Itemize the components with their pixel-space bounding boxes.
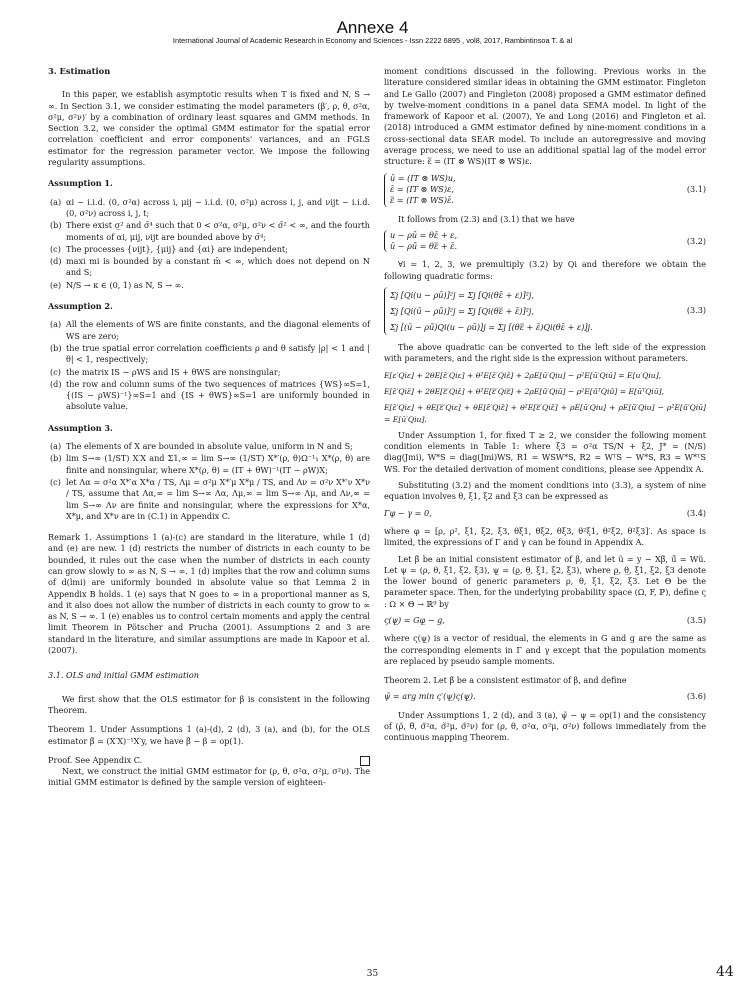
annexe-title: Annexe 4 (336, 18, 409, 37)
assumption-item: (d) the row and column sums of the two sequences of matrices {WS}∞S=1, {(IS − ρWS)⁻¹}∞S=1 and {IS + θWS}∞S=1 are uniformly bounded in absolute value. (50, 378, 370, 412)
assumption-1-list (48, 197, 370, 291)
substituting-text: Substituting (3.2) and the moment conditions into (3.3), a system of nine equation involves θ, ξ1, ξ2 and ξ3 can be expressed as (384, 480, 706, 502)
equation-3-4: Γφ − γ = 0, (3.4) (384, 507, 706, 518)
assumption-1-title: Assumption 1. (48, 178, 113, 189)
assumption-item: (a) All the elements of WS are finite constants, and the diagonal elements of WS are zero; (50, 319, 370, 341)
ols-intro: We first show that the OLS estimator for β is consistent in the following Theorem. (48, 693, 370, 715)
moment-eq-1: E[ε′Qiε] + 2θE[ε̄′Qiε] + θ²E[ε̄′Qiε̄] + 2ρE[ū′Qiu] − ρ²E[ū′Qiū] = E[u′Qiu], (384, 370, 662, 380)
assumption-2-list (48, 319, 370, 412)
right-column (384, 66, 706, 749)
assumption-item: (a) The elements of X are bounded in absolute value, uniform in N and S; (50, 441, 353, 452)
assumption-3-list (48, 441, 370, 522)
equation-3-5: ς(ψ̲) = Gφ̲ − g, (3.5) (384, 614, 706, 625)
equation-3-3: Σj [Qi(u − ρū)]²j = Σj [Qi(θε̄ + ε)]²j, Σj [Qi(ū − ρū̄)]²j = Σj [Qi(θε̿ + ε̄)]²j, Σj [(ū − ρū̄)Qi(u − ρū)]j = Σj [(θε̿ + ε̄)Qi(θε̄ + ε)]j. (3.3) (384, 287, 706, 335)
follows-text: It follows from (2.3) and (3.1) that we have (398, 213, 575, 224)
initial-gmm-paragraph: Next, we construct the initial GMM estimator for (ρ, θ, σ²α, σ²μ, σ²ν). The initial GMM estimator is defined by the sample version of eighteen- (48, 766, 370, 788)
journal-header: International Journal of Academic Research in Economy and Sciences - Issn 2222 6895 , vol8, 2017, Rambintinsoa T. & al (172, 36, 573, 45)
assumption-item: (b) There exist σ̲² and σ̄⁴ such that 0 < σ²α, σ²μ, σ²ν < σ̄² < ∞, and the fourth moments of αi, μij, νijt are bounded above by σ̄⁴; (50, 220, 370, 242)
theorem-1: Theorem 1. Under Assumptions 1 (a)-(d), 2 (d), 3 (a), and (b), for the OLS estimator β̃ = (X′X)⁻¹X′y, we have β̃ − β = op(1). (48, 724, 370, 746)
premultiply-text: ∀i = 1, 2, 3, we premultiply (3.2) by Qi and therefore we obtain the following quadratic forms: (384, 259, 706, 281)
left-column (48, 66, 370, 794)
equation-3-2: u − ρū = θε̄ + ε, ū − ρū̄ = θε̿ + ε̄. (3.2) (384, 230, 706, 253)
remark-1: Remark 1. Assumptions 1 (a)-(c) are standard in the literature, while 1 (d) and (e) are new. 1 (d) restricts the number of districts in each county to be bounded, it rules out the case when the number of districts in each county can grow slowly to ∞ as N, S → ∞. 1 (d) implies that the row and column sums of d(lmi) are uniformly bounded in absolute value so that Lemma 2 in Appendix B holds. 1 (e) says that N goes to ∞ in a proportional manner as S, and it also does not allow the number of districts in each county to grow to ∞ as N, S → ∞. 1 (e) enables us to control certain moments and apply the central limit Theorem in Pötscher and Prucha (2001). Assumptions 2 and 3 are standard in the literature, and similar assumptions are made in Kapoor et al. (2007). (48, 532, 371, 656)
subsection-title: 3.1. OLS and initial GMM estimation (48, 670, 199, 681)
assumption-item: (c) let Λα = σ²α X*′α X*α / TS, Λμ = σ²μ X*′μ X*μ / TS, and Λν = σ²ν X*′ν X*ν / TS, assume that Λα,∞ = lim S→∞ Λα, Λμ,∞ = lim S→∞ Λμ, and Λν,∞ = lim S→∞ Λν are finite and nonsingular, where the expressions for X*α, X*μ, and X*ν are in (C.1) in Appendix C. (50, 476, 370, 521)
moment-eq-2: E[ε̄′Qiε̄] + 2θE[ε̿′Qiε̄] + θ²E[ε̿′Qiε̿] + 2ρE[ū̄′Qiū] − ρ²E[ū̄ᵀQiū̄] = E[ūᵀQiū], (384, 386, 664, 396)
assumption-item: (d) maxi mi is bounded by a constant m̄ < ∞, which does not depend on N and S; (50, 256, 370, 278)
under-assumption-text: Under Assumption 1, for fixed T ≥ 2, we consider the following moment condition elements in Table 1: where ξ3 = σ²α TS/N + ξ2, J* = (N/S) diag(Jmi), W*S = diag(Jmi)WS, R1 = WSW*S, R2 = WᵀS − W*S, R3 = W*ᵀS WS. For the detailed derivation of moment conditions, please see Appendix A. (384, 429, 706, 474)
section-title: 3. Estimation (48, 66, 111, 76)
assumption-item: (e) N/S → κ ∈ (0, 1) as N, S → ∞. (50, 279, 184, 290)
page-number: 35 (366, 969, 379, 979)
consistency-text: Under Assumptions 1, 2 (d), and 3 (a), ψ̃ − ψ = op(1) and the consistency of (ρ̃, θ̃, σ̃²α, σ̃²μ, σ̃²ν) for (ρ, θ, σ²α, σ²μ, σ²ν) follows immediately from the continuous mapping Theorem. (384, 709, 706, 743)
assumption-item: (c) The processes {νijt}, {μij} and {αi} are independent; (50, 243, 288, 254)
where-phi-text: where φ = [ρ, ρ², ξ1, ξ2, ξ3, θξ1, θξ2, θξ3, θ²ξ1, θ²ξ2, θ²ξ3]′. As space is limited, the expressions of Γ and γ can be found in Appendix A. (384, 525, 706, 548)
side-page-number: 44 (716, 964, 734, 980)
intro-paragraph: In this paper, we establish asymptotic results when T is fixed and N, S → ∞. In Section 3.1, we consider estimating the model parameters (β′, ρ, θ, σ²α, σ²μ, σ²ν)′ by a combination of ordinary least squares and GMM methods. In Section 3.2, we consider the optimal GMM estimator for the spatial error correlation coefficient and error components' variances, and an FGLS estimator for the regression parameter vector. We impose the following regularity assumptions. (48, 89, 370, 168)
quadratic-text: The above quadratic can be converted to the left side of the expression with parameters, and the right side is the expression without parameters. (384, 342, 706, 364)
equation-3-6: ψ̃ = arg min ς′(ψ̲)ς(ψ̲). (3.6) (384, 691, 706, 702)
assumption-3-title: Assumption 3. (48, 422, 113, 433)
assumption-item: (b) lim S→∞ (1/ST) X′X and Σ1,∞ = lim S→∞ (1/ST) X*′(ρ, θ)Ω⁻¹₁ X*(ρ, θ) are finite and nonsingular, where X*(ρ, θ) = (IT + θW)⁻¹(IT − ρW)X; (50, 453, 370, 475)
equation-3-1: ū = (IT ⊗ WS)u, ε̄ = (IT ⊗ WS)ε, ε̿ = (IT ⊗ WS)ε̄. (3.1) (384, 173, 706, 207)
where-residual-text: where ς(ψ̲) is a vector of residual, the elements in G and g are the same as the corresponding elements in Γ and γ except that the population moments are replaced by pseudo sample moments. (384, 633, 706, 666)
let-beta-text: Let β̃ be an initial consistent estimator of β, and let ũ = y − Xβ̃, ū̃ = Wũ. Let ψ = (ρ, θ, ξ1, ξ2, ξ3), ψ̲ = (ρ̲, θ̲, ξ̲1, ξ̲2, ξ̲3), where ρ̲, θ̲, ξ̲1, ξ̲2, ξ̲3 denote the lower bound of generic parameters ρ, θ, ξ1, ξ2, ξ3. Let Θ be the parameter space. Then, for the underlying probability space (Ω, F, ℙ), define ς : Ω × Θ → ℝ⁹ by (384, 553, 706, 609)
theorem-2: Theorem 2. Let β̃ be a consistent estimator of β, and define (384, 675, 627, 686)
assumption-item: (c) the matrix IS − ρWS and IS + θWS are nonsingular; (50, 366, 281, 377)
moment-paragraph: moment conditions discussed in the following. Previous works in the literature considered similar ideas in obtaining the GMM estimator. Fingleton and Le Gallo (2007) and Fingleton (2008) proposed a GMM estimator defined by twelve-moment conditions in a panel data SEMA model. In light of the framework of Kapoor et al. (2007), Ye and Long (2016) and Fingleton et al. (2018) introduced a GMM estimator defined by nine-moment conditions in a cross-sectional data SEAR model. To include an autoregressive and moving average process, we need to use an additional spatial lag of the model error structure: ε̿ = (IT ⊗ WS)(IT ⊗ WS)ε. (384, 66, 706, 167)
proof: Proof. See Appendix C. (48, 755, 370, 766)
assumption-2-title: Assumption 2. (48, 301, 113, 312)
moment-eq-3: E[ε̄′Qiε] + θE[ε̿′Qiε] + θE[ε̄′Qiε̄] + θ²E[ε̿′Qiε̄] + ρE[ū′Qiu] + ρE[ū̄′Qiu] − ρ²E[ū̄′Qiū] = E[ū′Qiu]. (384, 403, 706, 424)
assumption-item: (a) αi ~ i.i.d. (0, σ²α) across i, μij ~ i.i.d. (0, σ²μ) across i, j, and νijt ~ i.i.d. (0, σ²ν) across i, j, t; (50, 196, 370, 218)
assumption-item: (b) the true spatial error correlation coefficients ρ and θ satisfy |ρ| < 1 and |θ| < 1, respectively; (50, 342, 370, 365)
qed-box-icon (360, 756, 370, 766)
